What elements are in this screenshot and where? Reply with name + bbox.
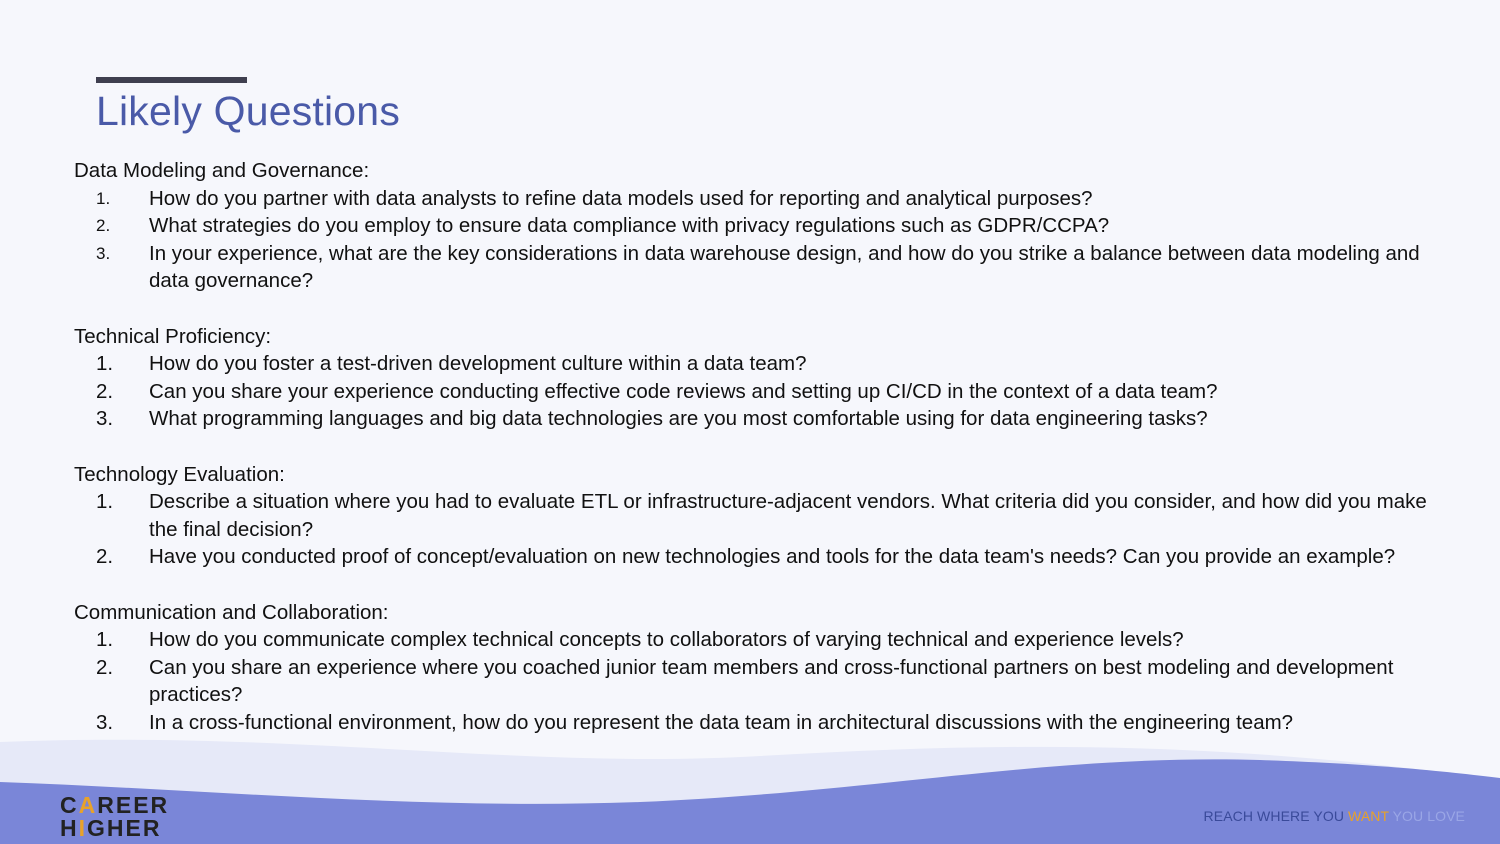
career-higher-logo	[60, 794, 169, 840]
question-number: 3.	[96, 710, 114, 734]
section-heading: Technical Proficiency:	[74, 324, 272, 348]
question-content	[74, 157, 1444, 764]
question-item	[74, 626, 1444, 654]
section-heading: Communication and Collaboration:	[74, 600, 389, 624]
question-item	[74, 378, 1444, 406]
question-number: 3.	[96, 407, 114, 431]
question-item	[74, 543, 1444, 571]
section-heading: Data Modeling and Governance:	[74, 159, 370, 182]
question-list	[74, 185, 1444, 295]
title-accent-bar	[96, 77, 247, 83]
question-number: 2.	[96, 545, 114, 569]
question-text: Describe a situation where you had to evaluate ETL or infrastructure-adjacent vendors. What criteria did you consider, and how did you make the final decision?	[149, 490, 1427, 541]
question-number: 3.	[96, 243, 111, 263]
question-text: Can you share your experience conducting effective code reviews and setting up CI/CD in the context of a data team?	[149, 379, 1218, 403]
question-text: In a cross-functional environment, how do you represent the data team in architectural discussions with the engineering team?	[149, 710, 1294, 734]
question-section	[74, 461, 1444, 571]
question-text: How do you partner with data analysts to refine data models used for reporting and analytical purposes?	[149, 186, 1093, 210]
question-number: 2.	[96, 655, 114, 679]
question-section	[74, 599, 1444, 737]
question-item	[74, 488, 1444, 543]
question-item	[74, 350, 1444, 378]
question-item	[74, 240, 1444, 295]
question-list	[74, 350, 1444, 433]
slide-title: Likely Questions	[96, 88, 401, 134]
question-section	[74, 323, 1444, 433]
question-number: 1.	[96, 628, 114, 652]
logo-line-higher: HIGHER	[60, 815, 162, 841]
question-number: 1.	[96, 352, 114, 376]
question-item	[74, 212, 1444, 240]
question-list	[74, 488, 1444, 571]
question-number: 2.	[96, 379, 114, 403]
question-number: 2.	[96, 216, 111, 236]
question-number: 1.	[96, 188, 111, 208]
section-heading: Technology Evaluation:	[74, 462, 285, 486]
question-text: How do you communicate complex technical concepts to collaborators of varying technical and experience levels?	[149, 628, 1184, 652]
question-text: How do you foster a test-driven development culture within a data team?	[149, 352, 807, 376]
question-section	[74, 157, 1444, 295]
question-item	[74, 654, 1444, 709]
question-text: In your experience, what are the key considerations in data warehouse design, and how do you strike a balance between data modeling and data governance?	[149, 241, 1420, 293]
footer-wave	[0, 720, 1500, 844]
question-text: What strategies do you employ to ensure data compliance with privacy regulations such as GDPR/CCPA?	[149, 214, 1110, 238]
question-text: What programming languages and big data technologies are you most comfortable using for data engineering tasks?	[149, 407, 1208, 431]
question-text: Have you conducted proof of concept/evaluation on new technologies and tools for the data team's needs? Can you provide an example?	[149, 545, 1396, 569]
question-text: Can you share an experience where you coached junior team members and cross-functional partners on best modeling and development practices?	[149, 655, 1394, 707]
footer-tagline: REACH WHERE YOU WANT YOU LOVE	[1203, 808, 1465, 824]
question-item	[74, 405, 1444, 433]
logo-line-career: CAREER	[60, 792, 170, 818]
question-item	[74, 185, 1444, 213]
question-number: 1.	[96, 490, 114, 514]
